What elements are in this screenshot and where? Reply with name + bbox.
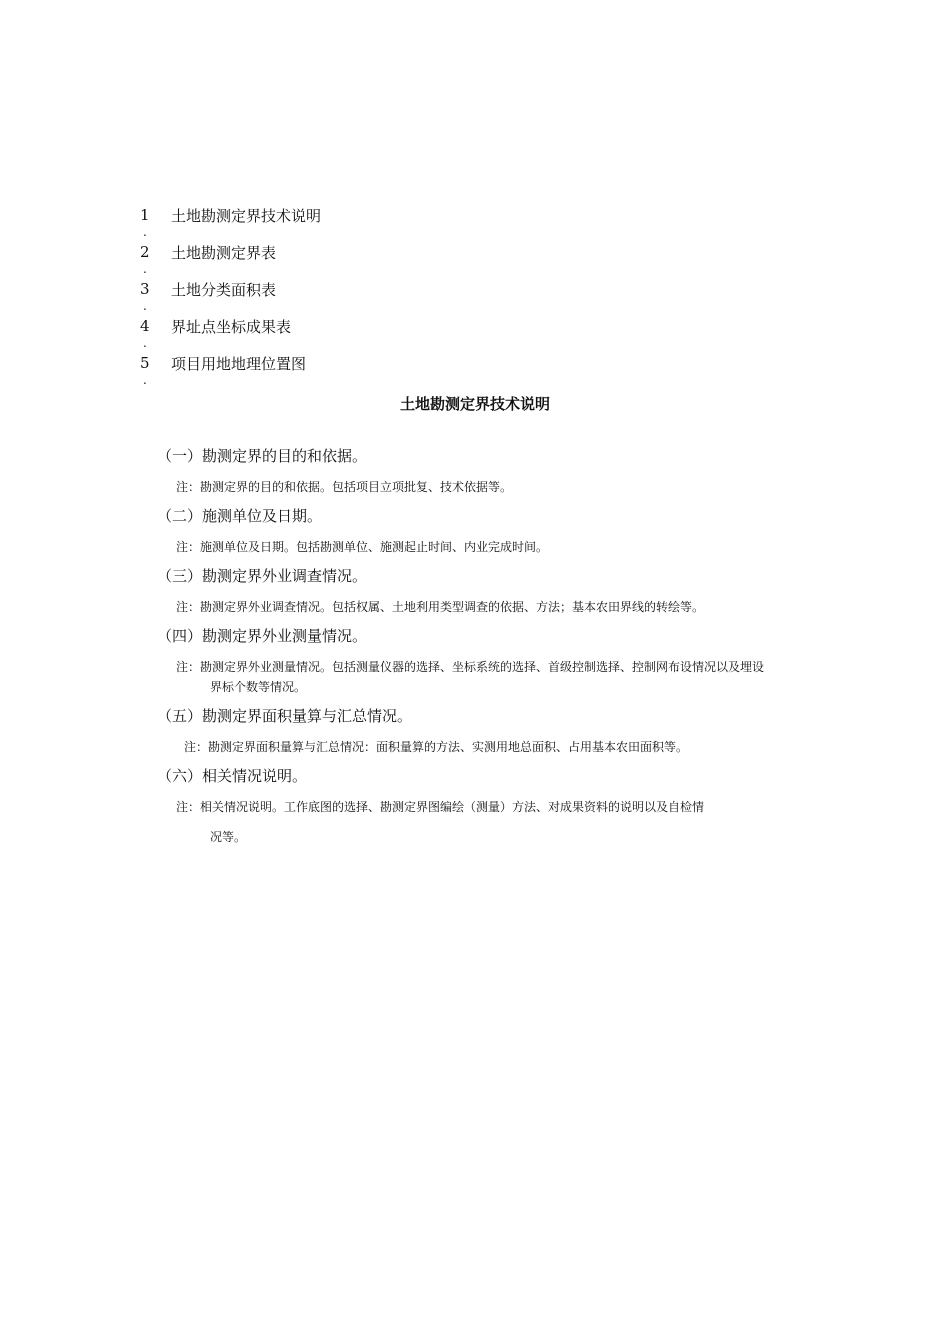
section-note: 注：相关情况说明。工作底图的选择、勘测定界图编绘（测量）方法、对成果资料的说明以及自检情 xyxy=(176,800,705,814)
section xyxy=(157,765,867,847)
toc-dot: . xyxy=(143,336,147,350)
section xyxy=(157,505,867,557)
toc-dot: . xyxy=(143,373,147,387)
section-heading: （一）勘测定界的目的和依据。 xyxy=(157,447,368,465)
toc-dot: . xyxy=(143,262,147,276)
section-heading: （四）勘测定界外业测量情况。 xyxy=(157,627,368,645)
toc-text: 土地分类面积表 xyxy=(171,281,277,299)
section-note: 注：勘测定界外业调查情况。包括权属、土地利用类型调查的依据、方法；基本农田界线的转绘等。 xyxy=(176,600,705,614)
toc-number: 5 xyxy=(140,354,150,372)
section-heading: （二）施测单位及日期。 xyxy=(157,507,323,525)
toc-item xyxy=(140,280,360,317)
document-title: 土地勘测定界技术说明 xyxy=(399,395,550,413)
toc-text: 界址点坐标成果表 xyxy=(171,318,292,336)
section-note-continuation: 界标个数等情况。 xyxy=(210,680,307,694)
section-heading: （五）勘测定界面积量算与汇总情况。 xyxy=(157,707,413,725)
section-note: 注：勘测定界外业测量情况。包括测量仪器的选择、坐标系统的选择、首级控制选择、控制网布设情况以及埋设 xyxy=(176,660,765,674)
section-note: 注：勘测定界面积量算与汇总情况：面积量算的方法、实测用地总面积、占用基本农田面积等。 xyxy=(184,740,689,754)
section-note: 注：勘测定界的目的和依据。包括项目立项批复、技术依据等。 xyxy=(176,480,513,494)
table-of-contents xyxy=(140,206,360,391)
section xyxy=(157,565,867,617)
toc-item xyxy=(140,317,360,354)
toc-text: 土地勘测定界技术说明 xyxy=(171,207,322,225)
toc-item xyxy=(140,206,360,243)
toc-number: 2 xyxy=(140,243,150,261)
sections xyxy=(157,445,867,855)
section-note: 注：施测单位及日期。包括勘测单位、施测起止时间、内业完成时间。 xyxy=(176,540,549,554)
toc-dot: . xyxy=(143,299,147,313)
section xyxy=(157,705,867,757)
section-heading: （三）勘测定界外业调查情况。 xyxy=(157,567,368,585)
toc-number: 1 xyxy=(140,206,150,224)
toc-text: 土地勘测定界表 xyxy=(171,244,277,262)
toc-item xyxy=(140,354,360,391)
toc-item xyxy=(140,243,360,280)
section-heading: （六）相关情况说明。 xyxy=(157,767,308,785)
section xyxy=(157,625,867,697)
toc-number: 4 xyxy=(140,317,150,335)
section xyxy=(157,445,867,497)
toc-dot: . xyxy=(143,225,147,239)
section-note-continuation: 况等。 xyxy=(210,830,247,844)
toc-number: 3 xyxy=(140,280,150,298)
toc-text: 项目用地地理位置图 xyxy=(171,355,307,373)
